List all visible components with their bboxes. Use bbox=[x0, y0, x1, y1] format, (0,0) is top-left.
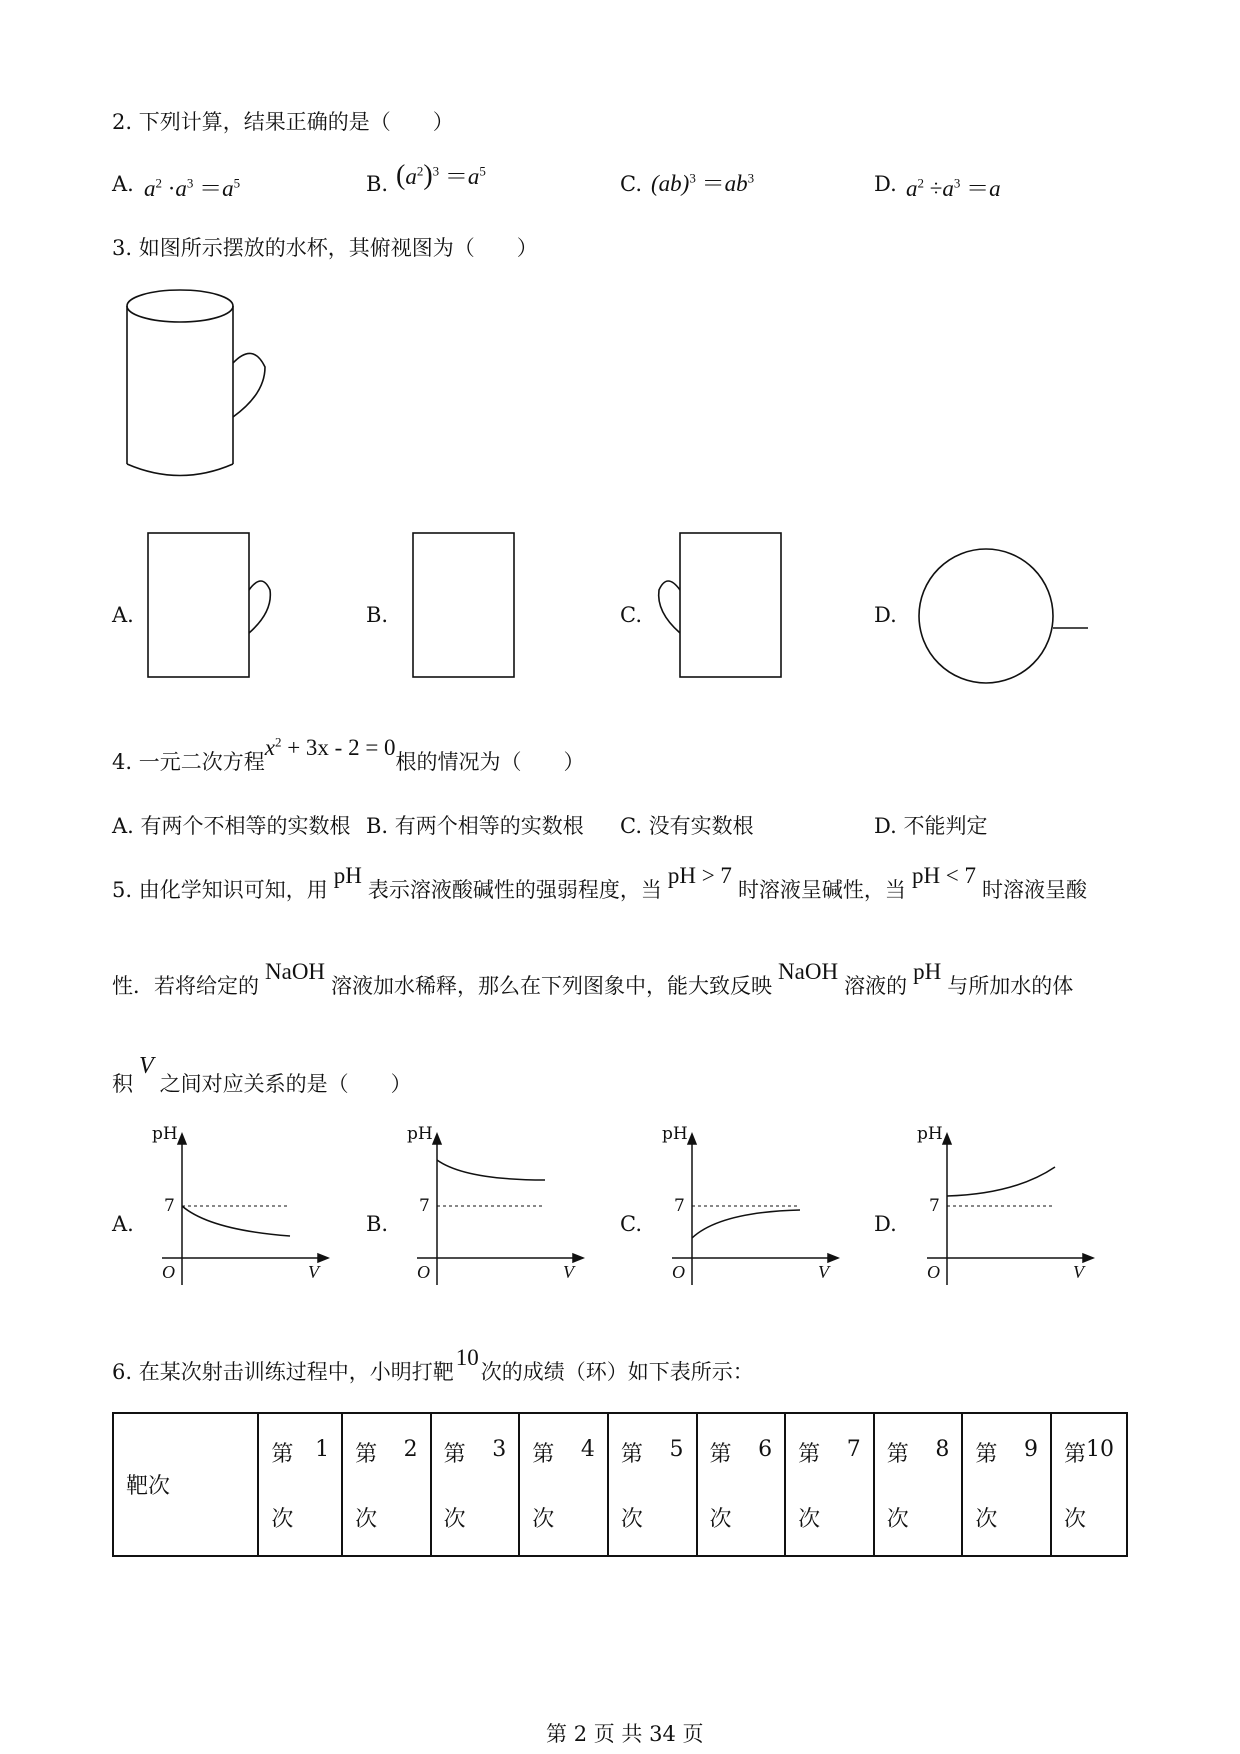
q3-option-a-figure bbox=[145, 530, 280, 680]
q5-line-2: 性．若将给定的NaOH溶液加水稀释，那么在下列图象中，能大致反映NaOH溶液的pH与所加水的体 bbox=[112, 959, 1074, 998]
table-row bbox=[113, 1413, 1127, 1556]
q2-option-d: $a^2 \div a^3 =a$ bbox=[906, 175, 1001, 201]
q5-label-d: D. bbox=[874, 1212, 897, 1236]
q4-option-a: A. 有两个不相等的实数根 bbox=[112, 814, 351, 838]
q2-label-d: D. bbox=[874, 172, 897, 196]
q6-stem: 6. 在某次射击训练过程中，小明打靶10次的成绩（环）如下表所示： bbox=[112, 1345, 754, 1384]
table-cell: 第 2 次 bbox=[342, 1413, 431, 1556]
q3-label-a: A. bbox=[112, 603, 134, 627]
q2-option-a: $a^2 \cdot a^3 =a^5$ bbox=[144, 175, 241, 201]
table-cell: 第 10 次 bbox=[1051, 1413, 1127, 1556]
table-cell: 第 8 次 bbox=[874, 1413, 963, 1556]
q3-option-b-figure bbox=[410, 530, 520, 680]
q5-graph-a: pH 7 O V bbox=[150, 1130, 330, 1290]
q3-option-c-figure bbox=[650, 530, 785, 680]
q5-label-b: B. bbox=[366, 1212, 389, 1236]
q3-label-c: C. bbox=[620, 603, 642, 627]
q2-label-b: B. bbox=[366, 172, 389, 196]
q5-label-c: C. bbox=[620, 1212, 642, 1236]
q5-label-a: A. bbox=[112, 1212, 134, 1236]
q3-stem: 3. 如图所示摆放的水杯，其俯视图为（ ） bbox=[112, 236, 538, 260]
score-table bbox=[112, 1412, 1128, 1557]
table-header-cell: 靶次 bbox=[113, 1413, 258, 1556]
q5-line-3: 积V之间对应关系的是（ ） bbox=[112, 1053, 412, 1096]
q4-option-b: B. 有两个相等的实数根 bbox=[366, 814, 584, 838]
page-footer: 第 2 页 共 34 页 bbox=[546, 1722, 704, 1746]
q3-label-d: D. bbox=[874, 603, 897, 627]
q5-graph-c: pH 7 O V bbox=[660, 1130, 840, 1290]
q4-option-d: D. 不能判定 bbox=[874, 814, 988, 838]
q2-label-c: C. bbox=[620, 172, 642, 196]
cup-figure bbox=[125, 282, 275, 482]
table-cell: 第 3 次 bbox=[431, 1413, 520, 1556]
q3-option-d-figure bbox=[910, 548, 1090, 690]
table-cell: 第 6 次 bbox=[697, 1413, 786, 1556]
q2-label-a: A. bbox=[112, 172, 134, 196]
table-cell: 第 1 次 bbox=[258, 1413, 342, 1556]
q3-label-b: B. bbox=[366, 603, 389, 627]
q4-stem: 4. 一元二次方程$x^2 + 3x - 2 = 0$根的情况为（ ） bbox=[112, 734, 585, 774]
table-cell: 第 5 次 bbox=[608, 1413, 697, 1556]
q2-stem: 2. 下列计算，结果正确的是（ ） bbox=[112, 110, 454, 134]
q2-option-b: $(a^2)^3 =a^5$ bbox=[396, 160, 486, 191]
table-cell: 第 4 次 bbox=[519, 1413, 608, 1556]
q5-graph-d: pH 7 O V bbox=[915, 1130, 1095, 1290]
q2-option-c: $(ab)^3 =ab^3$ bbox=[651, 170, 755, 196]
table-cell: 第 9 次 bbox=[962, 1413, 1051, 1556]
table-cell: 第 7 次 bbox=[785, 1413, 874, 1556]
q5-line-1: 5. 由化学知识可知，用pH表示溶液酸碱性的强弱程度，当pH > 7时溶液呈碱性，当pH < 7时溶液呈酸 bbox=[112, 863, 1088, 902]
q5-graph-b: pH 7 O V bbox=[405, 1130, 585, 1290]
q4-option-c: C. 没有实数根 bbox=[620, 814, 754, 838]
